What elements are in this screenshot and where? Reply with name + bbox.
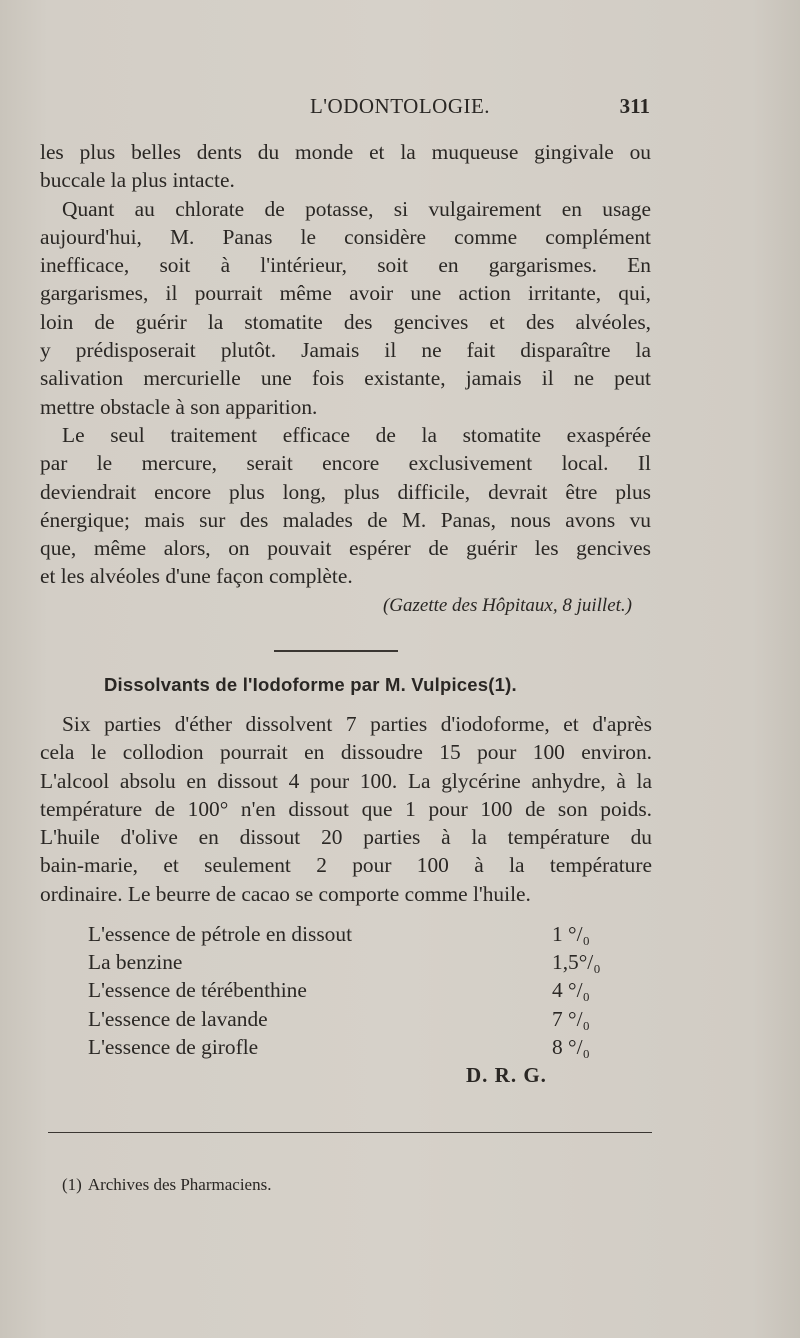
- solubility-amount: 1 °/₀: [552, 922, 590, 946]
- table-row: [88, 1005, 588, 1033]
- text-line: énergique; mais sur des malades de M. Panas, nous avons vu: [40, 507, 651, 532]
- source-citation: (Gazette des Hôpitaux, 8 juillet.): [382, 595, 632, 616]
- text-line: bain-marie, et seulement 2 pour 100 à la température: [40, 853, 652, 878]
- solubility-amount: 1,5°/₀: [552, 950, 601, 975]
- text-line: deviendrait encore plus long, plus difficile, devrait être plus: [40, 479, 651, 504]
- solubility-amount: 4 °/₀: [552, 978, 590, 1003]
- text-line: que, même alors, on pouvait espérer de guérir les gencives: [40, 536, 651, 561]
- footnote: [62, 1175, 271, 1195]
- solvent-name: L'essence de lavande: [88, 1006, 268, 1031]
- text-line: L'alcool absolu en dissout 4 pour 100. La glycérine anhydre, à la: [40, 768, 652, 793]
- footnote-mark: (1): [62, 1175, 82, 1194]
- text-line: y prédisposerait plutôt. Jamais il ne fait disparaître la: [40, 338, 651, 363]
- text-line: Le seul traitement efficace de la stomatite exaspérée: [62, 422, 651, 447]
- table-row: [88, 920, 588, 948]
- running-title: L'ODONTOLOGIE.: [309, 94, 491, 118]
- text-line: cela le collodion pourrait en dissoudre 15 pour 100 environ.: [40, 740, 652, 765]
- solvent-name: L'essence de térébenthine: [88, 978, 307, 1003]
- footnote-rule: [48, 1132, 652, 1133]
- table-row: [88, 948, 601, 976]
- author-signature: D. R. G.: [466, 1063, 547, 1087]
- solvent-name: L'essence de pétrole en dissout: [88, 922, 353, 946]
- section-divider: [274, 650, 398, 652]
- section-text: [40, 710, 652, 908]
- footnote-text: Archives des Pharmaciens.: [87, 1175, 272, 1194]
- text-line: salivation mercurielle une fois existante, jamais il ne peut: [40, 366, 651, 391]
- solvent-name: La benzine: [88, 950, 183, 975]
- page-number: 311: [619, 94, 650, 118]
- text-line: gargarismes, il pourrait même avoir une action irritante, qui,: [40, 281, 651, 306]
- article-continued-text: [40, 138, 651, 591]
- text-line: température de 100° n'en dissout que 1 pour 100 de son poids.: [40, 796, 652, 821]
- text-line: L'huile d'olive en dissout 20 parties à la température du: [40, 825, 652, 850]
- text-line: mettre obstacle à son apparition.: [40, 394, 318, 419]
- text-line: ordinaire. Le beurre de cacao se comporte comme l'huile.: [40, 881, 531, 906]
- table-row: [88, 976, 588, 1004]
- text-line: Six parties d'éther dissolvent 7 parties d'iodoforme, et d'après: [62, 712, 652, 736]
- solubility-table: [88, 920, 601, 1061]
- text-line: aujourd'hui, M. Panas le considère comme complément: [40, 224, 651, 249]
- table-row: [88, 1033, 588, 1061]
- text-line: loin de guérir la stomatite des gencives et des alvéoles,: [40, 309, 651, 334]
- text-line: Quant au chlorate de potasse, si vulgairement en usage: [62, 196, 651, 221]
- text-line: par le mercure, serait encore exclusivement local. Il: [40, 451, 651, 476]
- text-line: et les alvéoles d'une façon complète.: [40, 564, 353, 589]
- text-line: buccale la plus intacte.: [40, 168, 235, 193]
- solvent-name: L'essence de girofle: [88, 1034, 259, 1059]
- text-line: les plus belles dents du monde et la muqueuse gingivale ou: [40, 140, 651, 164]
- section-heading: Dissolvants de l'Iodoforme par M. Vulpices(1).: [104, 674, 517, 695]
- solubility-amount: 8 °/₀: [552, 1034, 590, 1059]
- solubility-amount: 7 °/₀: [552, 1006, 590, 1031]
- text-line: inefficace, soit à l'intérieur, soit en gargarismes. En: [40, 253, 651, 278]
- running-head: [0, 94, 800, 124]
